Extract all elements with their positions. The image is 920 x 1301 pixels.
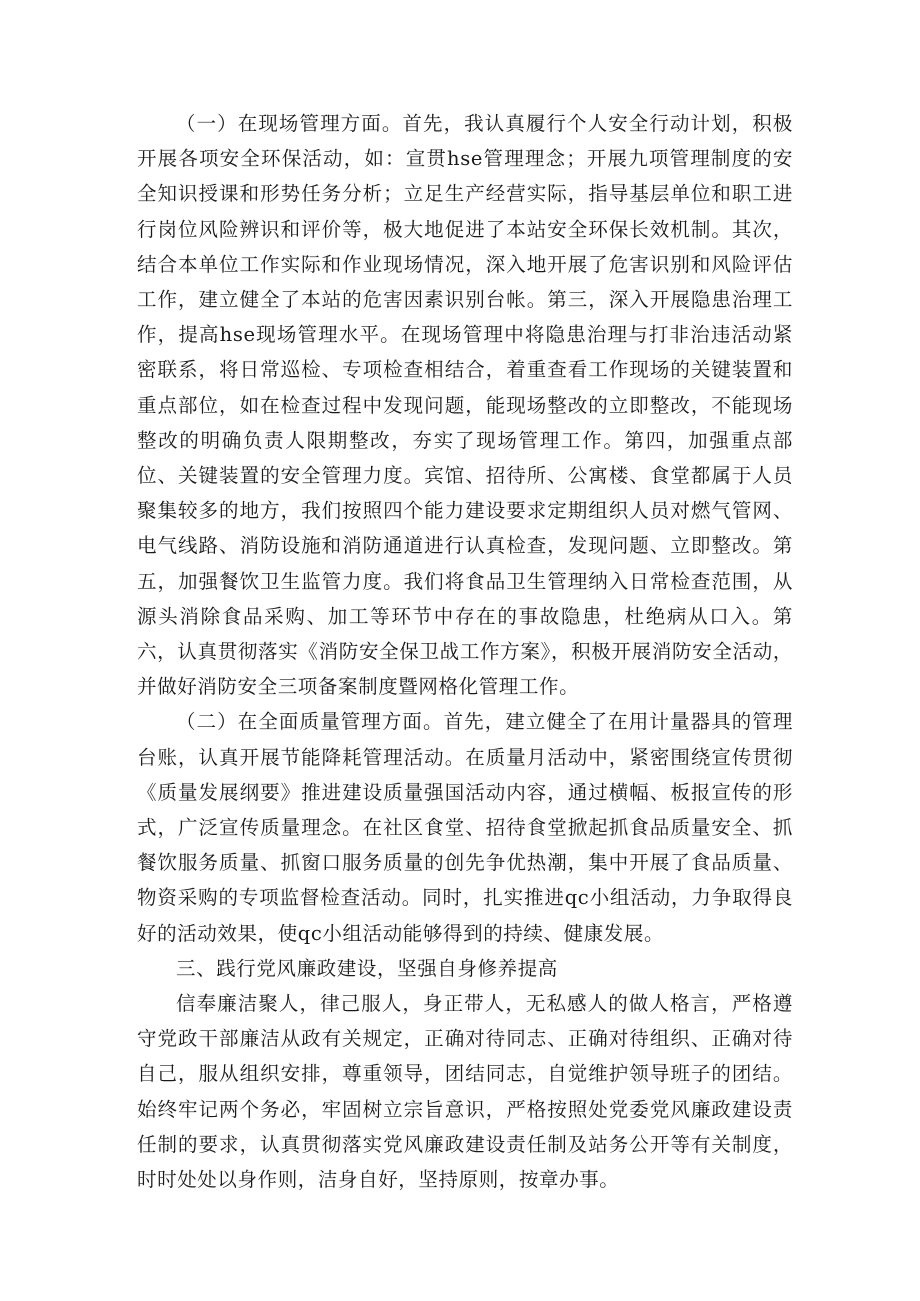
document-body [137, 106, 793, 1197]
paragraph-integrity: 信奉廉洁聚人，律己服人，身正带人，无私感人的做人格言，严格遵守党政干部廉洁从政有关规定，正确对待同志、正确对待组织、正确对待自己，服从组织安排，尊重领导，团结同志，自觉维护领导班子的团结。始终牢记两个务必，牢固树立宗旨意识，严格按照处党委党风廉政建设责任制的要求，认真贯彻落实党风廉政建设责任制及站务公开等有关制度，时时处处以身作则，洁身自好，坚持原则，按章办事。 [137, 992, 793, 1192]
paragraph-quality-management: （二）在全面质量管理方面。首先，建立健全了在用计量器具的管理台账，认真开展节能降耗管理活动。在质量月活动中，紧密围绕宣传贯彻《质量发展纲要》推进建设质量强国活动内容，通过横幅、板报宣传的形式，广泛宣传质量理念。在社区食堂、招待食堂掀起抓食品质量安全、抓餐饮服务质量、抓窗口服务质量的创先争优热潮，集中开展了食品质量、物资采购的专项监督检查活动。同时，扎实推进qc小组活动，力争取得良好的活动效果，使qc小组活动能够得到的持续、健康发展。 [137, 710, 793, 945]
paragraph-site-management: （一）在现场管理方面。首先，我认真履行个人安全行动计划，积极开展各项安全环保活动，如：宣贯hse管理理念；开展九项管理制度的安全知识授课和形势任务分析；立足生产经营实际，指导基层单位和职工进行岗位风险辨识和评价等，极大地促进了本站安全环保长效机制。其次，结合本单位工作实际和作业现场情况，深入地开展了危害识别和风险评估工作，建立健全了本站的危害因素识别台帐。第三，深入开展隐患治理工作，提高hse现场管理水平。在现场管理中将隐患治理与打非治违活动紧密联系，将日常巡检、专项检查相结合，着重查看工作现场的关键装置和重点部位，如在检查过程中发现问题，能现场整改的立即整改，不能现场整改的明确负责人限期整改，夯实了现场管理工作。第四，加强重点部位、关键装置的安全管理力度。宾馆、招待所、公寓楼、食堂都属于人员聚集较多的地方，我们按照四个能力建设要求定期组织人员对燃气管网、电气线路、消防设施和消防通道进行认真检查，发现问题、立即整改。第五，加强餐饮卫生监管力度。我们将食品卫生管理纳入日常检查范围，从源头消除食品采购、加工等环节中存在的事故隐患，杜绝病从口入。第六，认真贯彻落实《消防安全保卫战工作方案》，积极开展消防安全活动，并做好消防安全三项备案制度暨网格化管理工作。 [137, 112, 793, 699]
section-heading: 三、践行党风廉政建设，坚强自身修养提高 [176, 956, 558, 980]
